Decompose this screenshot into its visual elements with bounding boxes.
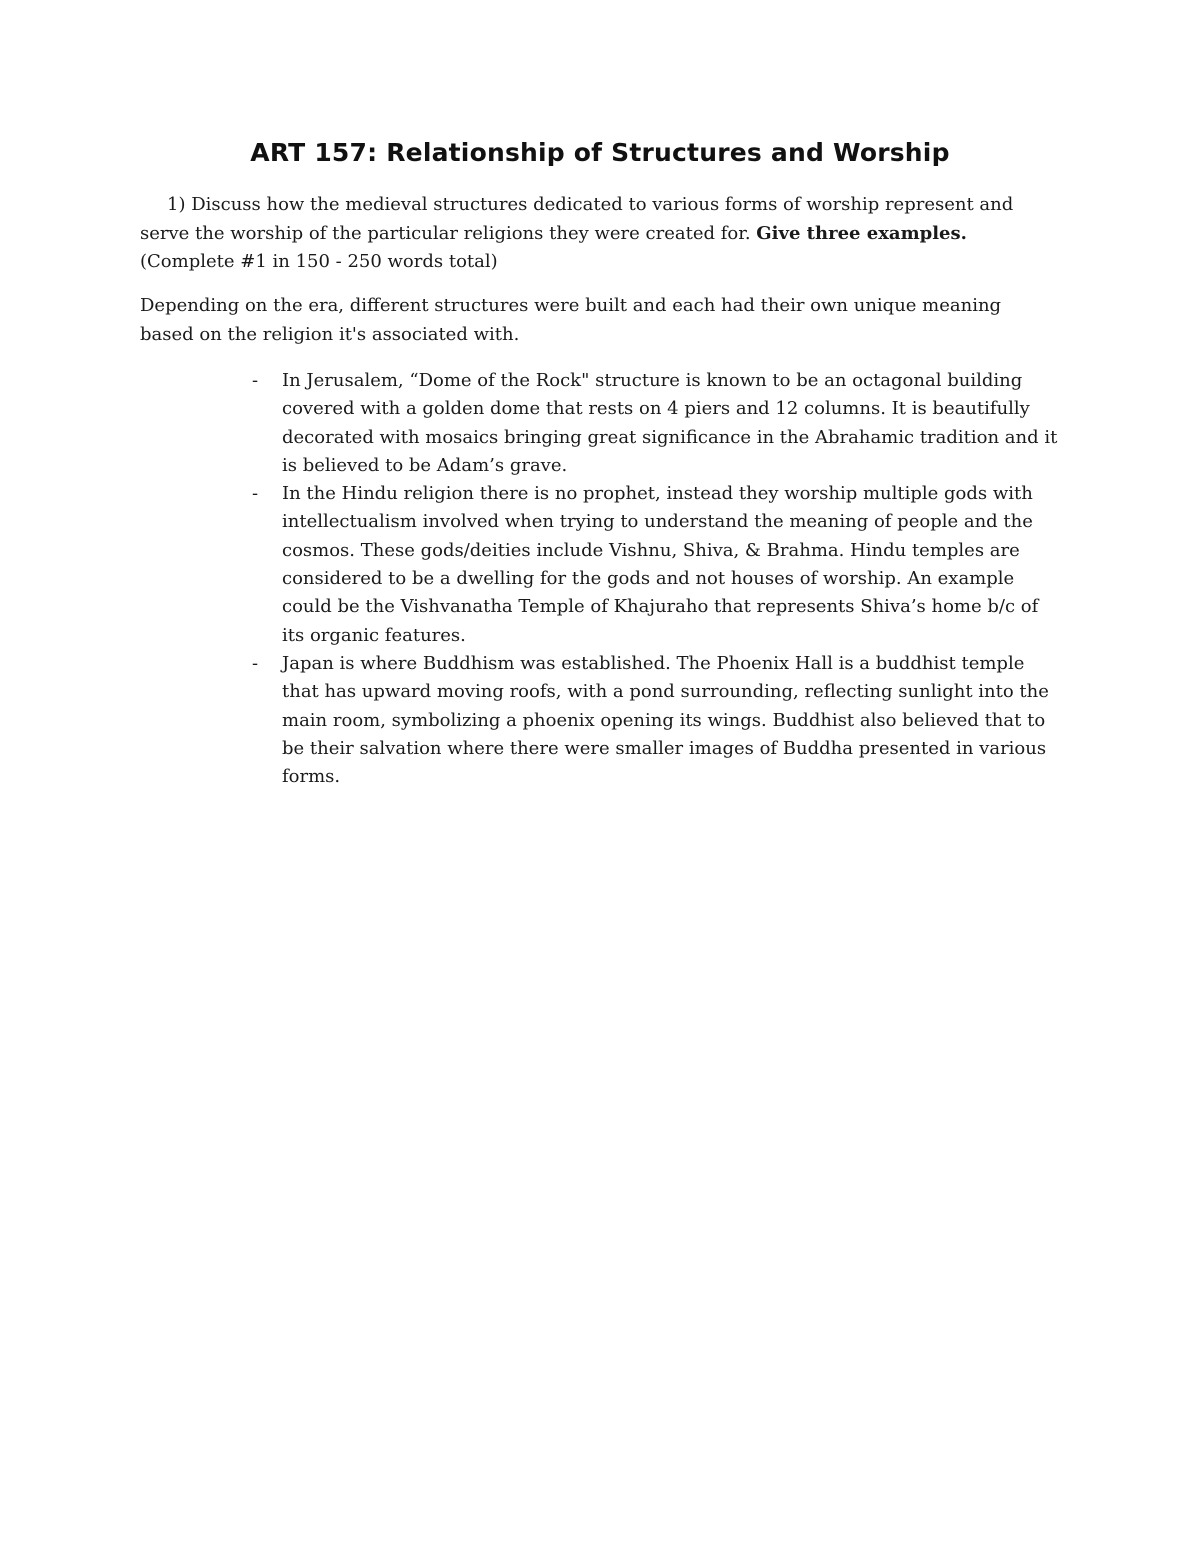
examples-list bbox=[244, 367, 1060, 791]
question-text: 1) Discuss how the medieval structures dedicated to various forms of worship represent and serve the worship of the particular religions they were created for. bbox=[140, 194, 1014, 244]
example-dome-of-the-rock bbox=[244, 367, 1060, 480]
bullet-dash: - bbox=[252, 652, 259, 674]
example-phoenix-hall bbox=[244, 650, 1060, 791]
intro-paragraph: Depending on the era, different structures were built and each had their own unique meaning based on the religion it's associated with. bbox=[140, 295, 1002, 345]
question-word-count: (Complete #1 in 150 - 250 words total) bbox=[140, 251, 498, 272]
question-prompt bbox=[140, 191, 1060, 277]
bullet-dash: - bbox=[252, 370, 259, 391]
bullet-dash: - bbox=[252, 483, 259, 505]
example-text: Japan is where Buddhism was established. The Phoenix Hall is a buddhist temple that has upward moving roofs, with a pond surrounding, reflecting sunlight into the main room, symbolizing a phoenix opening its wings. Buddhist also believed that to be their salvation where there were smaller images of Buddha presented in various forms. bbox=[282, 652, 1049, 788]
document-title: ART 157: Relationship of Structures and Worship bbox=[250, 138, 950, 167]
example-hindu-temple bbox=[244, 480, 1060, 650]
question-emphasis: Give three examples. bbox=[756, 222, 967, 244]
example-text: In Jerusalem, “Dome of the Rock" structure is known to be an octagonal building covered with a golden dome that rests on 4 piers and 12 columns. It is beautifully decorated with mosaics bringing great significance in the Abrahamic tradition and it is believed to be Adam’s grave. bbox=[282, 370, 1058, 476]
example-text: In the Hindu religion there is no prophet, instead they worship multiple gods with intellectualism involved when trying to understand the meaning of people and the cosmos. These gods/deities include Vishnu, Shiva, & Brahma. Hindu temples are considered to be a dwelling for the gods and not houses of worship. An example could be the Vishvanatha Temple of Khajuraho that represents Shiva’s home b/c of its organic features. bbox=[282, 483, 1039, 646]
